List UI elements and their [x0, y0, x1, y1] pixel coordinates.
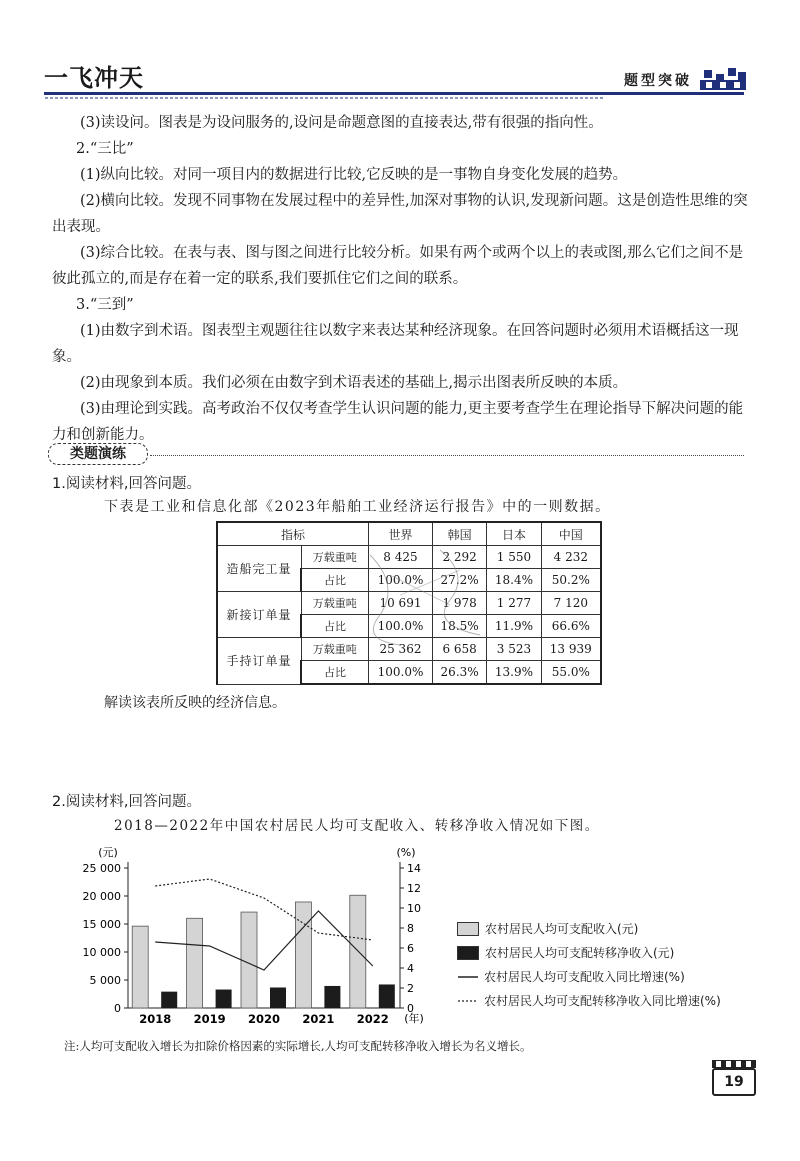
bar-transfer-income: [216, 990, 232, 1008]
checker-decoration: [700, 66, 746, 90]
brand-logo: 一飞冲天: [44, 64, 144, 92]
chart-footnote: 注:人均可支配收入增长为扣除价格因素的实际增长,人均可支配转移净收入增长为名义增长。: [64, 1039, 532, 1053]
sub-heading: 2.“三比”: [76, 141, 134, 157]
row-sub-label: 占比: [301, 661, 369, 685]
y-tick-label: 15 000: [82, 918, 121, 931]
table-cell: 1 277: [487, 592, 541, 615]
bar-disposable-income: [187, 918, 203, 1008]
sub-heading: 3.“三到”: [76, 297, 134, 313]
bar-transfer-income: [379, 984, 395, 1008]
table-cell: 6 658: [432, 638, 486, 661]
bar-disposable-income: [241, 912, 257, 1008]
bar-transfer-income: [270, 987, 286, 1008]
table-header: 中国: [541, 522, 601, 546]
practice-divider: [150, 455, 744, 456]
question-2-title: 2.阅读材料,回答问题。: [52, 794, 201, 810]
legend-label: 农村居民人均可支配收入(元): [485, 922, 639, 936]
legend-swatch-dashed-line: [458, 995, 478, 1007]
table-cell: 11.9%: [487, 615, 541, 638]
table-header-row: [217, 522, 601, 546]
legend-label: 农村居民人均可支配收入同比增速(%): [484, 970, 685, 984]
text-line: (1)纵向比较。对同一项目内的数据进行比较,它反映的是一事物自身变化发展的趋势。: [80, 167, 628, 183]
row-sub-label: 占比: [301, 569, 369, 592]
header-dotted-rule: [44, 97, 604, 99]
table-cell: 66.6%: [541, 615, 601, 638]
text-paragraph: (3)由理论到实践。高考政治不仅仅考查学生认识问题的能力,更主要考查学生在理论指导下解决问题的能力和创新能力。: [52, 401, 744, 443]
question-1-intro: 下表是工业和信息化部《2023年船舶工业经济运行报告》中的一则数据。: [104, 499, 611, 515]
row-sub-label: 万载重吨: [301, 638, 369, 661]
text-paragraph: (2)横向比较。发现不同事物在发展过程中的差异性,加深对事物的认识,发现新问题。这是创造性思维的突出表现。: [52, 193, 748, 235]
page-number: 19: [712, 1068, 756, 1096]
x-tick-label: 2019: [193, 1012, 226, 1026]
question-2-intro: 2018—2022年中国农村居民人均可支配收入、转移净收入情况如下图。: [114, 818, 600, 834]
row-sub-label: 占比: [301, 615, 369, 638]
question-1-prompt: 解读该表所反映的经济信息。: [104, 695, 286, 711]
table-cell: 10 691: [369, 592, 433, 615]
y2-axis-label: (%): [396, 846, 416, 859]
table-cell: 100.0%: [369, 615, 433, 638]
table-header: 韩国: [432, 522, 486, 546]
y-tick-label: 25 000: [82, 862, 121, 875]
income-chart: [70, 836, 450, 1036]
row-group-label: 手持订单量: [217, 638, 301, 685]
table-header: 指标: [217, 522, 369, 546]
table-cell: 1 550: [487, 546, 541, 569]
table-cell: 18.4%: [487, 569, 541, 592]
y2-tick-label: 10: [407, 902, 421, 915]
table-cell: 100.0%: [369, 661, 433, 685]
y2-tick-label: 2: [407, 982, 414, 995]
y-tick-label: 0: [114, 1002, 121, 1015]
table-cell: 1 978: [432, 592, 486, 615]
x-tick-label: 2018: [139, 1012, 172, 1026]
row-group-label: 造船完工量: [217, 546, 301, 592]
x-axis-label: (年): [404, 1012, 424, 1025]
x-tick-label: 2022: [356, 1012, 389, 1026]
table-cell: 13 939: [541, 638, 601, 661]
legend-item: [457, 917, 721, 941]
table-header: 世界: [369, 522, 433, 546]
y-axis-label: (元): [98, 846, 118, 859]
x-tick-label: 2020: [247, 1012, 281, 1026]
table-cell: 26.3%: [432, 661, 486, 685]
text-line: (3)读设问。图表是为设问服务的,设问是命题意图的直接表达,带有很强的指向性。: [80, 115, 603, 131]
y-tick-label: 10 000: [82, 946, 121, 959]
chart-legend: [457, 917, 721, 1013]
legend-item: [457, 941, 721, 965]
row-group-label: 新接订单量: [217, 592, 301, 638]
table-cell: 4 232: [541, 546, 601, 569]
y-tick-label: 5 000: [89, 974, 121, 987]
bar-transfer-income: [161, 992, 177, 1008]
bar-disposable-income: [132, 926, 148, 1008]
text-line: (2)由现象到本质。我们必须在由数字到术语表述的基础上,揭示出图表所反映的本质。: [80, 375, 628, 391]
y2-tick-label: 12: [407, 882, 421, 895]
table-cell: 18.5%: [432, 615, 486, 638]
legend-swatch-bar-light: [457, 922, 479, 936]
text-paragraph: (3)综合比较。在表与表、图与图之间进行比较分析。如果有两个或两个以上的表或图,那么它们之间不是彼此孤立的,而是存在着一定的联系,我们要抓住它们之间的联系。: [52, 245, 744, 287]
y2-tick-label: 14: [407, 862, 421, 875]
table-cell: 25 362: [369, 638, 433, 661]
table-cell: 55.0%: [541, 661, 601, 685]
table-cell: 8 425: [369, 546, 433, 569]
table-cell: 50.2%: [541, 569, 601, 592]
legend-item: [457, 965, 721, 989]
practice-badge: 类题演练: [48, 443, 148, 465]
table-cell: 3 523: [487, 638, 541, 661]
legend-swatch-solid-line: [458, 971, 478, 983]
table-cell: 2 292: [432, 546, 486, 569]
y2-tick-label: 4: [407, 962, 414, 975]
legend-swatch-bar-dark: [457, 946, 479, 960]
legend-item: [457, 989, 721, 1013]
page-number-decoration: [712, 1060, 756, 1068]
table-cell: 13.9%: [487, 661, 541, 685]
section-title: 题型突破: [624, 73, 692, 89]
pencil-scribble: [330, 545, 530, 655]
row-sub-label: 万载重吨: [301, 592, 369, 615]
table-cell: 27.2%: [432, 569, 486, 592]
x-tick-label: 2021: [302, 1012, 335, 1026]
legend-label: 农村居民人均可支配转移净收入同比增速(%): [484, 994, 721, 1008]
header-rule: [44, 92, 744, 95]
legend-label: 农村居民人均可支配转移净收入(元): [485, 946, 675, 960]
question-1-title: 1.阅读材料,回答问题。: [52, 476, 201, 492]
y2-tick-label: 0: [407, 1002, 414, 1015]
bar-disposable-income: [295, 902, 311, 1008]
table-header: 日本: [487, 522, 541, 546]
table-cell: 7 120: [541, 592, 601, 615]
table-cell: 100.0%: [369, 569, 433, 592]
row-sub-label: 万载重吨: [301, 546, 369, 569]
text-paragraph: (1)由数字到术语。图表型主观题往往以数字来表达某种经济现象。在回答问题时必须用术语概括这一现象。: [52, 323, 739, 365]
y2-tick-label: 6: [407, 942, 414, 955]
y2-tick-label: 8: [407, 922, 414, 935]
bar-transfer-income: [324, 986, 340, 1008]
y-tick-label: 20 000: [82, 890, 121, 903]
